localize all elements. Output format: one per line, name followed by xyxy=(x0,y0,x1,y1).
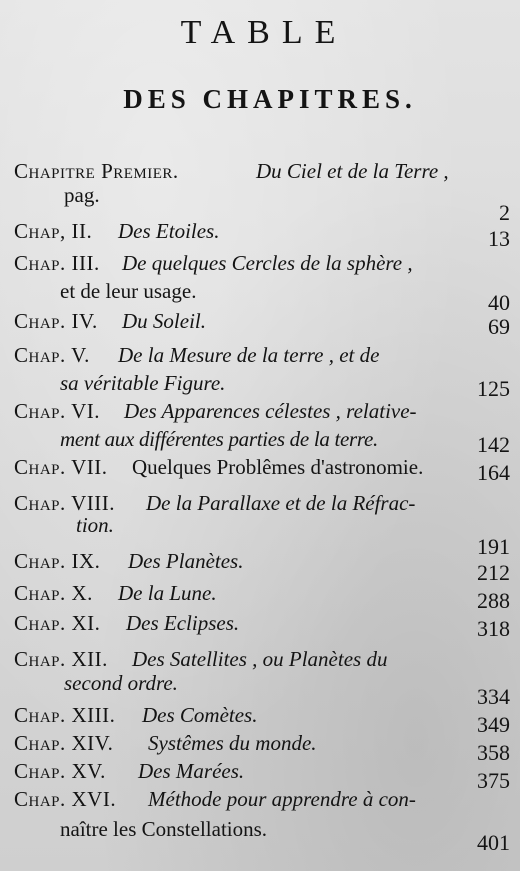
chapter-title-continuation: naître les Constellations. xyxy=(60,817,268,841)
chapter-title: Des Satellites , ou Planètes du xyxy=(132,647,388,671)
chapter-title-continuation: et de leur usage. xyxy=(60,279,197,303)
chapter-title-continuation: tion. xyxy=(76,513,114,537)
chapter-title: De quelques Cercles de la sphère , xyxy=(122,251,413,275)
page-number: 142 xyxy=(477,432,510,457)
page-subtitle: DES CHAPITRES. xyxy=(123,84,417,114)
chapter-label: Chap. X. xyxy=(14,581,93,605)
chapter-label: Chap. VIII. xyxy=(14,491,116,515)
chapter-label: Chap. XIV. xyxy=(14,731,114,755)
page-number: 2 xyxy=(499,200,510,225)
toc-entry-2 xyxy=(0,216,520,251)
chapter-title: De la Lune. xyxy=(118,581,217,605)
chapter-label: Chap. IX. xyxy=(14,549,101,573)
chapter-title: Méthode pour apprendre à con- xyxy=(148,787,416,811)
toc-entry-4 xyxy=(0,306,520,339)
page-number: 349 xyxy=(477,712,510,737)
page-number: 13 xyxy=(488,226,510,251)
page-number: 358 xyxy=(477,740,510,765)
toc-entry-6-continued xyxy=(0,424,520,457)
toc-entry-3-continued xyxy=(0,276,520,315)
chapter-title: Du Soleil. xyxy=(122,309,206,333)
chapter-title: Quelques Problêmes d'astronomie. xyxy=(132,455,424,479)
toc-entry-13 xyxy=(0,700,520,737)
page-number: 401 xyxy=(477,830,510,855)
toc-entry-12-continued xyxy=(0,668,520,709)
toc-entry-6 xyxy=(0,396,520,426)
chapter-title-continuation: sa véritable Figure. xyxy=(60,371,226,395)
chapter-title: Systêmes du monde. xyxy=(148,731,317,755)
chapter-title: Des Marées. xyxy=(138,759,245,783)
page-title: TABLE xyxy=(180,14,348,51)
toc-entry-16-continued xyxy=(0,814,520,855)
chapter-label: Chap. III. xyxy=(14,251,100,275)
chapter-title: Des Comètes. xyxy=(142,703,258,727)
page-number: 125 xyxy=(477,376,510,401)
chapter-label: Chap. XV. xyxy=(14,759,106,783)
page-number: 318 xyxy=(477,616,510,641)
chapter-title: De la Parallaxe et de la Réfrac- xyxy=(146,491,416,515)
page-number: 212 xyxy=(477,560,510,585)
chapter-title: De la Mesure de la terre , et de xyxy=(118,343,380,367)
chapter-title-continuation: pag. xyxy=(64,183,100,207)
chapter-label: Chap. VII. xyxy=(14,455,108,479)
toc-entry-9 xyxy=(0,546,520,585)
chapter-title: Des Planètes. xyxy=(128,549,244,573)
chapter-title: Des Apparences célestes , relative- xyxy=(124,399,417,423)
toc-entry-5-continued xyxy=(0,368,520,401)
chapter-label: Chap. XI. xyxy=(14,611,101,635)
toc-entry-16 xyxy=(0,784,520,814)
toc-entry-10 xyxy=(0,578,520,613)
page-number: 40 xyxy=(488,290,510,315)
chapter-label: Chapitre Premier. xyxy=(14,159,179,183)
chapter-label: Chap, II. xyxy=(14,219,93,243)
toc-entry-14 xyxy=(0,728,520,765)
chapter-label: Chap. IV. xyxy=(14,309,98,333)
chapter-label: Chap. XII. xyxy=(14,647,108,671)
toc-entry-8-continued xyxy=(0,510,520,559)
toc-entry-5 xyxy=(0,340,520,370)
page-number: 164 xyxy=(477,460,510,485)
toc-entry-7 xyxy=(0,452,520,485)
page-number: 191 xyxy=(477,534,510,559)
chapter-label: Chap. VI. xyxy=(14,399,101,423)
chapter-title-continuation: second ordre. xyxy=(64,671,178,695)
chapter-title-continuation: ment aux différentes parties de la terre. xyxy=(60,427,378,451)
chapter-title: Des Etoiles. xyxy=(118,219,220,243)
chapter-title: Des Eclipses. xyxy=(126,611,240,635)
page-number: 288 xyxy=(477,588,510,613)
page-number: 375 xyxy=(477,768,510,793)
chapter-title: Du Ciel et de la Terre , xyxy=(256,159,449,183)
page-number: 334 xyxy=(477,684,510,709)
chapter-label: Chap. XIII. xyxy=(14,703,116,727)
toc-entry-3 xyxy=(0,248,520,278)
toc-entry-15 xyxy=(0,756,520,793)
toc-entry-11 xyxy=(0,608,520,641)
page-number: 69 xyxy=(488,314,510,339)
chapter-label: Chap. XVI. xyxy=(14,787,117,811)
chapter-label: Chap. V. xyxy=(14,343,90,367)
